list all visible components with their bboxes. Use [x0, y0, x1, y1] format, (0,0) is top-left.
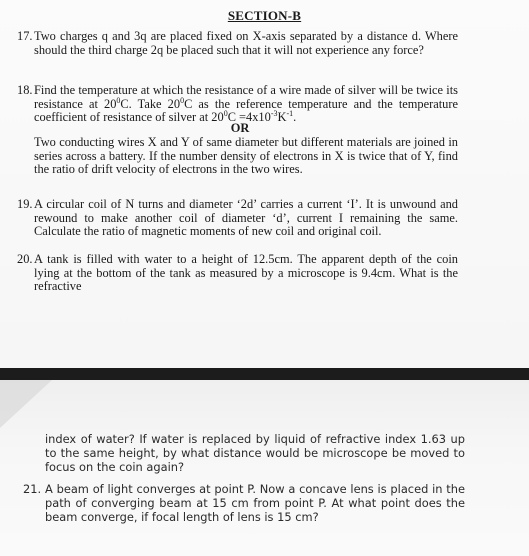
or-separator: OR	[230, 121, 250, 135]
question-18	[17, 83, 458, 125]
question-20	[17, 252, 458, 294]
section-title: SECTION-B	[227, 8, 302, 23]
question-text: index of water? If water is replaced by liquid of refractive index 1.63 up to the same height, by what distance would be microscope be moved to focus on the coin again?	[45, 432, 465, 474]
question-17	[17, 29, 458, 57]
page-curl-shadow	[0, 380, 52, 428]
question-number: 19.	[17, 197, 33, 211]
question-18-alternative	[34, 136, 458, 177]
question-19	[17, 197, 458, 239]
question-number: 20.	[17, 252, 33, 266]
question-text: Two charges q and 3q are placed fixed on X-axis separated by a distance d. Where should the third charge 2q be placed such that it will not experience any force?	[34, 29, 458, 57]
question-text: A beam of light converges at point P. Now a concave lens is placed in the path of converging beam at 15 cm from point P. At what point does the beam converge, if focal length of lens is 15 cm?	[45, 482, 465, 524]
question-21	[23, 482, 465, 524]
question-text: Two conducting wires X and Y of same diameter but different materials are joined in series across a battery. If the number density of electrons in X is twice that of Y, find the ratio of drift velocity of electrons in the two wires.	[34, 135, 458, 177]
question-number: 21.	[23, 482, 42, 496]
question-text: A tank is filled with water to a height of 12.5cm. The apparent depth of the coin lying at the bottom of the tank as measured by a microscope is 9.4cm. What is the refractive	[34, 252, 458, 294]
question-20-continuation	[45, 432, 465, 474]
question-text: A circular coil of N turns and diameter ‘2d’ carries a current ‘I’. It is unwound and rewound to make another coil of diameter ‘d’, current I remaining the same. Calculate the ratio of magnetic moments of new coil and original coil.	[34, 197, 458, 239]
question-number: 18.	[17, 83, 33, 97]
page-gap-band	[0, 368, 529, 380]
question-text: Find the temperature at which the resistance of a wire made of silver will be twice its resistance at $20^0C$. Take $20^0C$ as the reference temperature and the temperature coefficient of resistance of silver at $20^0C =4x10^{-3}K^{-1}$.	[34, 83, 458, 125]
question-number: 17.	[17, 29, 33, 43]
